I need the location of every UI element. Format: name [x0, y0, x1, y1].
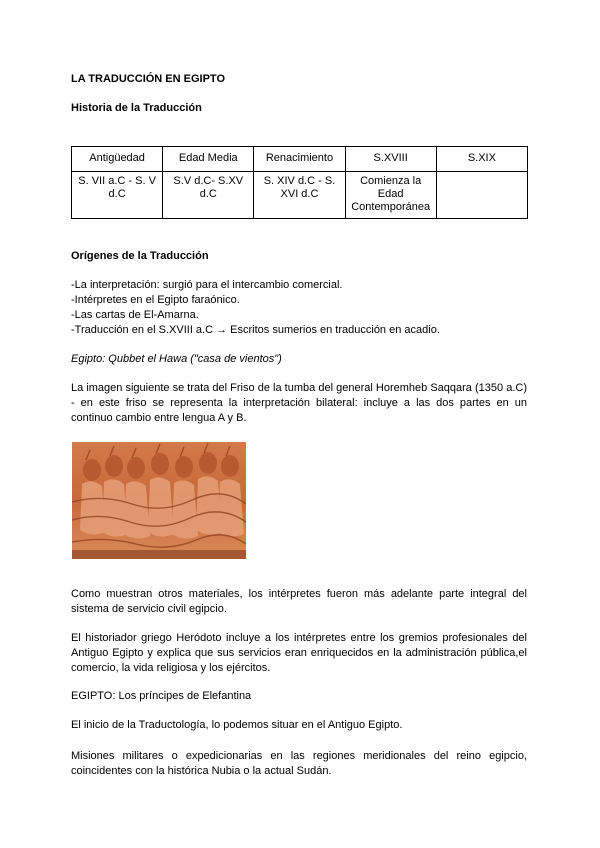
- table-header-cell: Edad Media: [163, 147, 254, 172]
- herodotus-paragraph: El historiador griego Heródoto incluye a los intérpretes entre los gremios profesionales del Antiguo Egipto y explica que sus servicios eran enriquecidos en la administración pública,el comercio, la vida religiosa y los ejércitos.: [71, 632, 527, 674]
- table-row: [72, 172, 528, 219]
- list-item: -La interpretación: surgió para el intercambio comercial.: [71, 279, 343, 291]
- table-cell: S. VII a.C - S. V d.C: [72, 172, 163, 219]
- frieze-paragraph: La imagen siguiente se trata del Friso de la tumba del general Horemheb Saqqara (1350 a.C) - en este friso se representa la interpretación bilateral: incluye a las dos partes en un continuo cambio entre lengua A y B.: [71, 382, 527, 424]
- table-header-cell: Antigüedad: [72, 147, 163, 172]
- table-cell: S.V d.C- S.XV d.C: [163, 172, 254, 219]
- translatology-line: El inicio de la Traductología, lo podemos situar en el Antiguo Egipto.: [71, 719, 403, 731]
- table-cell: [436, 172, 527, 219]
- section-subtitle: Historia de la Traducción: [71, 102, 202, 114]
- missions-paragraph: Misiones militares o expedicionarias en las regiones meridionales del reino egipcio, coincidentes con la histórica Nubia o la actual Sudán.: [71, 750, 527, 777]
- table-cell: Comienza la Edad Contemporánea: [345, 172, 436, 219]
- table-header-row: [72, 147, 528, 172]
- list-item: -Las cartas de El-Amarna.: [71, 309, 199, 321]
- timeline-table: [71, 146, 528, 219]
- table-cell: S. XIV d.C - S. XVI d.C: [254, 172, 345, 219]
- origins-heading: Orígenes de la Traducción: [71, 250, 209, 262]
- list-item: -Intérpretes en el Egipto faraónico.: [71, 294, 240, 306]
- horemheb-frieze-image: [72, 442, 246, 559]
- egypt-caption: Egipto: Qubbet el Hawa ("casa de vientos"): [71, 353, 282, 365]
- materials-paragraph: Como muestran otros materiales, los intérpretes fueron más adelante parte integral del sistema de servicio civil egipcio.: [71, 588, 527, 615]
- table-header-cell: Renacimiento: [254, 147, 345, 172]
- document-title: LA TRADUCCIÓN EN EGIPTO: [71, 73, 226, 85]
- table-header-cell: S.XIX: [436, 147, 527, 172]
- list-item: -Traducción en el S.XVIII a.C → Escritos sumerios en traducción en acadio.: [71, 324, 440, 336]
- table-header-cell: S.XVIII: [345, 147, 436, 172]
- princes-line: EGIPTO: Los príncipes de Elefantina: [71, 690, 252, 702]
- origins-list: [71, 278, 527, 338]
